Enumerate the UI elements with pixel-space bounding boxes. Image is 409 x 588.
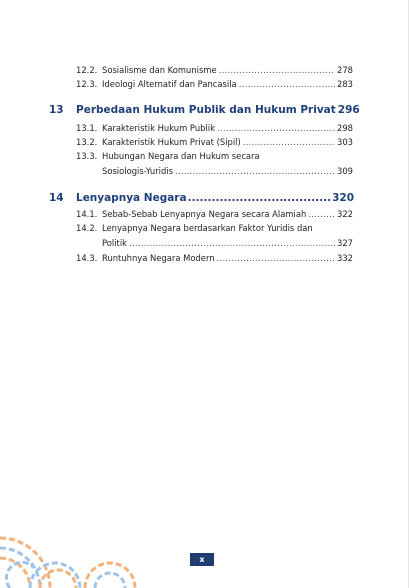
entry-title: Karakteristik Hukum Privat (Sipil) xyxy=(102,137,241,147)
entry-number: 14.1. xyxy=(76,209,98,219)
toc-entry-14-2[interactable] xyxy=(76,223,353,233)
entry-title: Sosialisme dan Komunisme xyxy=(102,65,217,75)
toc-chapter-13[interactable] xyxy=(49,104,360,116)
entry-page: 278 xyxy=(337,65,353,75)
entry-number: 12.3. xyxy=(76,79,98,89)
dot-leader xyxy=(129,238,335,248)
toc-entry-14-3[interactable] xyxy=(76,253,353,263)
entry-title: Lenyapnya Negara berdasarkan Faktor Yuridis dan xyxy=(102,223,313,233)
entry-title-cont: Sosiologis-Yuridis xyxy=(102,166,173,176)
chapter-number: 14 xyxy=(49,192,64,204)
entry-number: 13.3. xyxy=(76,151,98,161)
entry-number: 12.2. xyxy=(76,65,98,75)
entry-page: 322 xyxy=(337,209,353,219)
dot-leader xyxy=(188,192,332,204)
toc-chapter-14[interactable] xyxy=(49,192,354,204)
decorative-arcs xyxy=(0,518,150,588)
chapter-page: 296 xyxy=(337,104,360,116)
entry-title: Hubungan Negara dan Hukum secara xyxy=(102,151,260,161)
chapter-number: 13 xyxy=(49,104,64,116)
dot-leader xyxy=(243,137,335,147)
toc-entry-13-1[interactable] xyxy=(76,123,353,133)
entry-title: Karakteristik Hukum Publik xyxy=(102,123,215,133)
chapter-page: 320 xyxy=(332,192,354,204)
toc-entry-12-3[interactable] xyxy=(76,79,353,89)
entry-title: Ideologi Alternatif dan Pancasila xyxy=(102,79,237,89)
entry-number: 14.3. xyxy=(76,253,98,263)
toc-entry-12-2[interactable] xyxy=(76,65,353,75)
entry-page: 283 xyxy=(337,79,353,89)
entry-number: 14.2. xyxy=(76,223,98,233)
chapter-title: Perbedaan Hukum Publik dan Hukum Privat xyxy=(76,104,336,116)
entry-page: 298 xyxy=(337,123,353,133)
entry-title: Sebab-Sebab Lenyapnya Negara secara Alamiah xyxy=(102,209,307,219)
dot-leader xyxy=(217,123,335,133)
toc-entry-13-3[interactable] xyxy=(76,151,353,161)
chapter-title: Lenyapnya Negara xyxy=(76,192,187,204)
dot-leader xyxy=(219,65,335,75)
page-number-badge: x xyxy=(190,553,214,566)
entry-page: 303 xyxy=(337,137,353,147)
toc-entry-13-2[interactable] xyxy=(76,137,353,147)
dot-leader xyxy=(308,209,335,219)
entry-page: 327 xyxy=(337,238,353,248)
dot-leader xyxy=(217,253,335,263)
dot-leader xyxy=(175,166,335,176)
toc-entry-13-3-cont[interactable] xyxy=(102,166,353,176)
toc-entry-14-2-cont[interactable] xyxy=(102,238,353,248)
entry-page: 309 xyxy=(337,166,353,176)
entry-title: Runtuhnya Negara Modern xyxy=(102,253,215,263)
entry-number: 13.1. xyxy=(76,123,98,133)
entry-title-cont: Politik xyxy=(102,238,127,248)
dot-leader xyxy=(239,79,335,89)
entry-page: 332 xyxy=(337,253,353,263)
toc-entry-14-1[interactable] xyxy=(76,209,353,219)
entry-number: 13.2. xyxy=(76,137,98,147)
